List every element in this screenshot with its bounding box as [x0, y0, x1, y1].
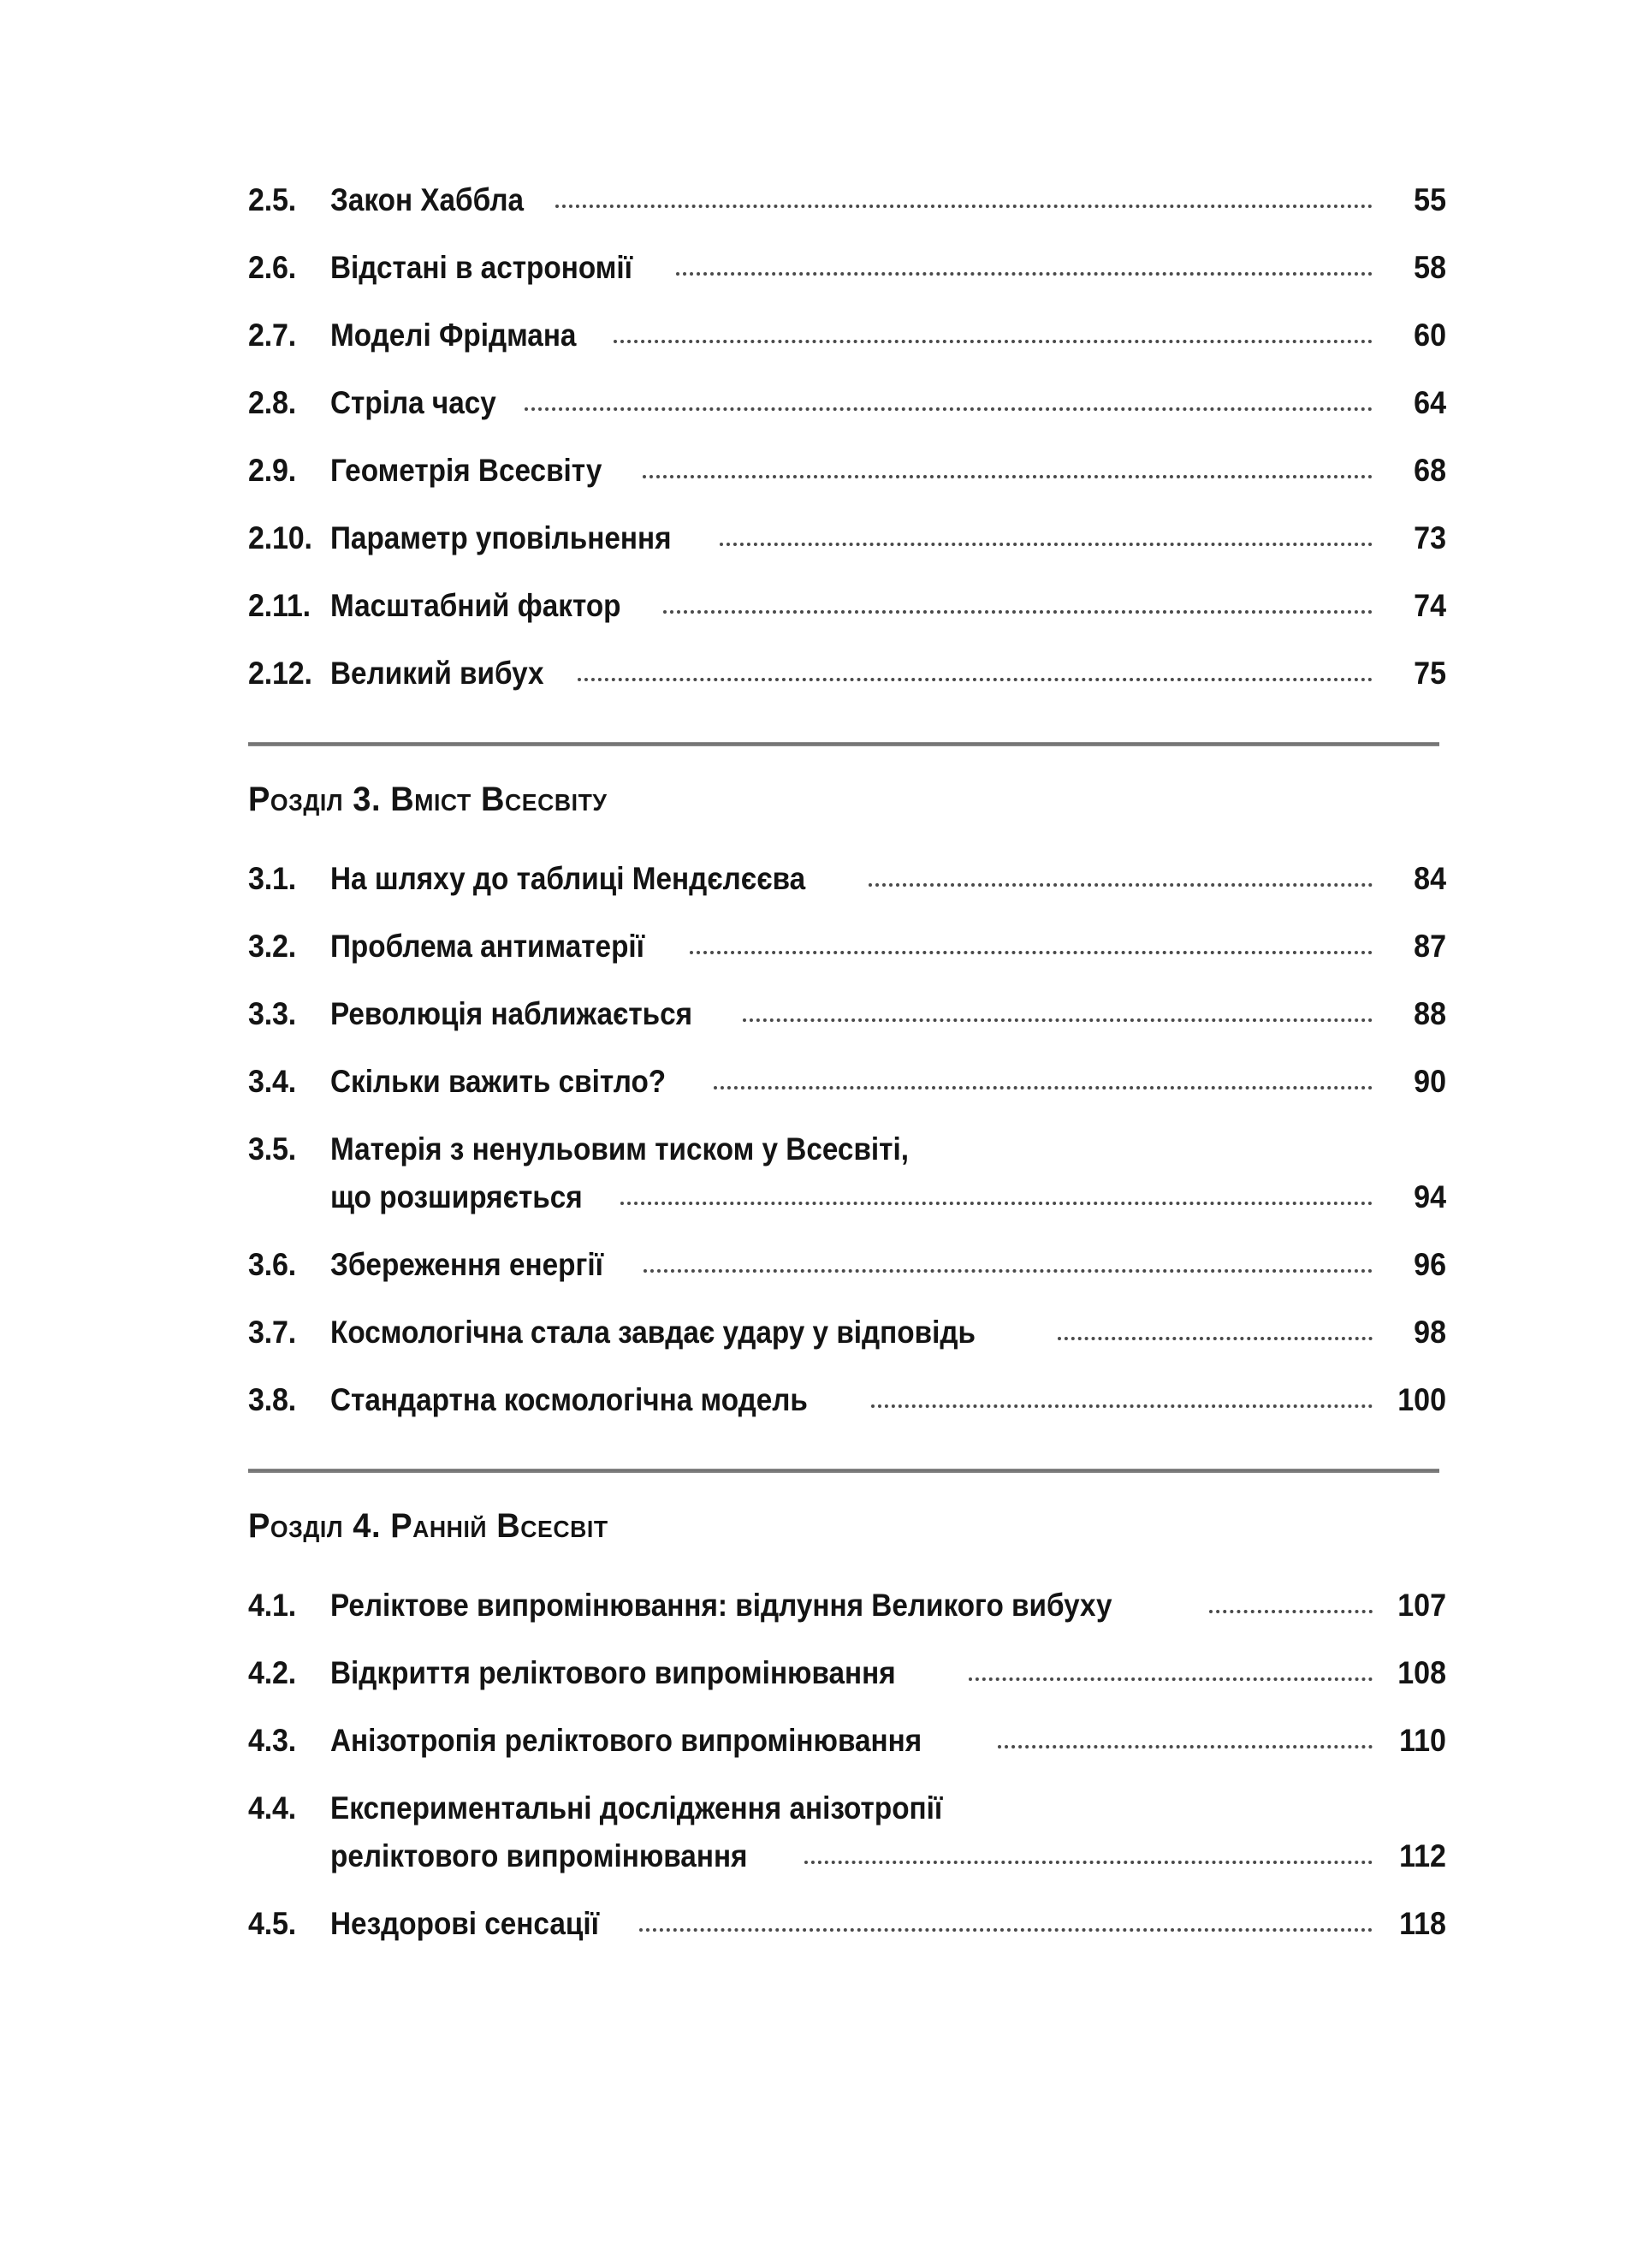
- toc-entry-page-number: 64: [1414, 385, 1446, 420]
- toc-entry-title-second-line-row: [248, 1181, 1446, 1213]
- toc-entry[interactable]: [248, 1066, 1446, 1097]
- toc-entry-title: Масштабний фактор: [330, 588, 621, 623]
- toc-entry-number: 2.8.: [248, 385, 297, 420]
- toc-entry-title: Геометрія Всесвіту: [330, 453, 602, 488]
- dot-leader: [578, 678, 1373, 681]
- dot-leader: [525, 407, 1373, 411]
- toc-entry-page-number: 87: [1414, 929, 1446, 964]
- toc-entry-number: 3.6.: [248, 1247, 297, 1282]
- toc-entry-page-number: 107: [1397, 1588, 1446, 1623]
- toc-entry[interactable]: [248, 1908, 1446, 1939]
- dot-leader: [969, 1677, 1373, 1681]
- toc-entry-page-number: 90: [1414, 1064, 1446, 1099]
- dot-leader: [720, 543, 1373, 546]
- dot-leader: [614, 340, 1373, 343]
- chapter-heading-block: [248, 1469, 1446, 1543]
- toc-entry-title: Скільки важить світло?: [330, 1064, 667, 1099]
- dot-leader: [1058, 1337, 1373, 1340]
- dot-leader: [663, 610, 1373, 614]
- toc-entry-page-number: 96: [1414, 1247, 1446, 1282]
- toc-entry-title-second-line-row: [248, 1840, 1446, 1872]
- toc-entry-number: 2.5.: [248, 182, 297, 217]
- toc-entry[interactable]: [248, 998, 1446, 1030]
- toc-entry-title: Відкриття реліктового випромінювання: [330, 1655, 896, 1690]
- dot-leader: [620, 1202, 1373, 1205]
- toc-entry-number: 3.7.: [248, 1315, 297, 1350]
- toc-entry-title-second-line: що розширяється: [330, 1179, 583, 1214]
- toc-entry-title-wrap: [330, 930, 1446, 962]
- toc-entry[interactable]: [248, 1589, 1446, 1621]
- toc-entry-title: Матерія з ненульовим тиском у Всесвіті,: [330, 1131, 909, 1167]
- toc-entry-title-wrap: [330, 998, 1446, 1030]
- toc-entry-title: Революція наближається: [330, 996, 693, 1031]
- toc-entry-title: Моделі Фрідмана: [330, 318, 577, 353]
- toc-entry-number: 3.5.: [248, 1131, 297, 1167]
- toc-entry-number: 4.4.: [248, 1790, 297, 1826]
- toc-entry-title: Стріла часу: [330, 385, 496, 420]
- toc-entry-number: 3.3.: [248, 996, 297, 1031]
- dot-leader: [714, 1086, 1373, 1089]
- toc-entry-page-number: 100: [1397, 1382, 1446, 1417]
- toc-entry[interactable]: [248, 863, 1446, 894]
- toc-entry-number: 3.1.: [248, 861, 297, 896]
- toc-entry[interactable]: [248, 184, 1446, 216]
- dot-leader: [869, 883, 1373, 887]
- dot-leader: [1209, 1610, 1373, 1613]
- toc-entry-title-wrap: [330, 1249, 1446, 1280]
- toc-entry-number: 4.1.: [248, 1588, 297, 1623]
- toc-entry-title-wrap: [330, 657, 1446, 689]
- dot-leader: [804, 1861, 1373, 1864]
- toc-entry-title-wrap: [330, 1316, 1446, 1348]
- toc-entry-title-wrap: [330, 1908, 1446, 1939]
- toc-entry[interactable]: [248, 1384, 1446, 1416]
- toc-entry-page-number: 60: [1414, 318, 1446, 353]
- toc-entry-title: Експериментальні дослідження анізотропії: [330, 1790, 943, 1826]
- toc-entry[interactable]: [248, 930, 1446, 962]
- toc-entry-title-wrap: [330, 1589, 1446, 1621]
- toc-entry-page-number: 112: [1399, 1838, 1446, 1873]
- toc-entry-title-wrap: [330, 590, 1446, 621]
- toc-entry[interactable]: [248, 1657, 1446, 1689]
- toc-entry[interactable]: [248, 522, 1446, 554]
- toc-entry-number: 4.3.: [248, 1723, 297, 1758]
- toc-entry-title: Проблема антиматерії: [330, 929, 645, 964]
- dot-leader: [644, 1269, 1373, 1273]
- toc-entry-title-wrap: [330, 1066, 1446, 1097]
- toc-entry-number: 2.11.: [248, 588, 311, 623]
- toc-entry[interactable]: [248, 1316, 1446, 1348]
- toc-entry-title: Великий вибух: [330, 656, 544, 691]
- dot-leader: [690, 951, 1373, 954]
- toc-entry-number: 2.10.: [248, 520, 312, 555]
- toc-entry-page-number: 110: [1399, 1723, 1446, 1758]
- dot-leader: [998, 1745, 1373, 1748]
- dot-leader: [871, 1404, 1373, 1408]
- toc-entry[interactable]: [248, 387, 1446, 419]
- toc-entry-title-wrap: [330, 522, 1446, 554]
- toc-entry-title-wrap: [330, 454, 1446, 486]
- toc-entry-number: 3.4.: [248, 1064, 297, 1099]
- toc-entry-page-number: 74: [1414, 588, 1446, 623]
- toc-entry-page-number: 108: [1397, 1655, 1446, 1690]
- toc-entry[interactable]: [248, 1249, 1446, 1280]
- toc-entry-number: 3.8.: [248, 1382, 297, 1417]
- toc-entry-title-second-line: реліктового випромінювання: [330, 1838, 748, 1873]
- toc-entry-page-number: 55: [1414, 182, 1446, 217]
- toc-entry-number: 2.7.: [248, 318, 297, 353]
- toc-entry[interactable]: [248, 454, 1446, 486]
- toc-entry-title-wrap: [330, 387, 1446, 419]
- toc-entry-title-wrap: [330, 252, 1446, 283]
- chapter-title: Розділ 3. Вміст Всесвіту: [248, 781, 608, 818]
- chapter-title: Розділ 4. Ранній Всесвіт: [248, 1507, 608, 1545]
- toc-entry-page-number: 84: [1414, 861, 1446, 896]
- toc-entry-title-wrap: [330, 319, 1446, 351]
- toc-entry[interactable]: [248, 1725, 1446, 1756]
- toc-entry-page-number: 68: [1414, 453, 1446, 488]
- toc-entry-title-wrap: [330, 1384, 1446, 1416]
- toc-entry-page-number: 73: [1414, 520, 1446, 555]
- toc-entry-title: Космологічна стала завдає удару у відповідь: [330, 1315, 976, 1350]
- toc-entry-title: На шляху до таблиці Мендєлєєва: [330, 861, 806, 896]
- toc-entry-title-wrap: [330, 863, 1446, 894]
- toc-entry-page-number: 98: [1414, 1315, 1446, 1350]
- dot-leader: [643, 475, 1373, 478]
- dot-leader: [676, 272, 1373, 276]
- dot-leader: [639, 1928, 1373, 1932]
- toc-entry-title: Збереження енергії: [330, 1247, 603, 1282]
- toc-entry-number: 2.9.: [248, 453, 297, 488]
- toc-entry[interactable]: [248, 319, 1446, 351]
- toc-entry[interactable]: [248, 590, 1446, 621]
- toc-entry-number: 2.12.: [248, 656, 312, 691]
- toc-entry-title: Відстані в астрономії: [330, 250, 632, 285]
- toc-entry-page-number: 88: [1414, 996, 1446, 1031]
- table-of-contents: [248, 184, 1446, 1975]
- toc-entry-number: 2.6.: [248, 250, 297, 285]
- toc-entry-page-number: 118: [1399, 1906, 1446, 1941]
- toc-entry-number: 4.2.: [248, 1655, 297, 1690]
- toc-entry-title: Анізотропія реліктового випромінювання: [330, 1723, 922, 1758]
- toc-entry-title: Закон Хаббла: [330, 182, 525, 217]
- toc-entry[interactable]: [248, 657, 1446, 689]
- toc-entry-title: Реліктове випромінювання: відлуння Великого вибуху: [330, 1588, 1112, 1623]
- toc-entry-title: Нездорові сенсації: [330, 1906, 599, 1941]
- toc-entry[interactable]: [248, 1133, 1446, 1213]
- toc-entry-title: Параметр уповільнення: [330, 520, 672, 555]
- toc-entry-number: 3.2.: [248, 929, 297, 964]
- toc-entry[interactable]: [248, 1792, 1446, 1872]
- toc-entry-title-wrap: [330, 184, 1446, 216]
- chapter-divider-rule: [248, 1469, 1439, 1473]
- toc-entry[interactable]: [248, 252, 1446, 283]
- toc-entry-title: Стандартна космологічна модель: [330, 1382, 808, 1417]
- toc-entry-title-wrap: [330, 1725, 1446, 1756]
- toc-entry-title-wrap: [330, 1657, 1446, 1689]
- chapter-divider-rule: [248, 742, 1439, 746]
- toc-entry-page-number: 75: [1414, 656, 1446, 691]
- toc-entry-page-number: 94: [1414, 1179, 1446, 1214]
- dot-leader: [743, 1018, 1373, 1022]
- toc-entry-number: 4.5.: [248, 1906, 297, 1941]
- chapter-heading-block: [248, 742, 1446, 816]
- toc-entry-page-number: 58: [1414, 250, 1446, 285]
- dot-leader: [555, 205, 1373, 208]
